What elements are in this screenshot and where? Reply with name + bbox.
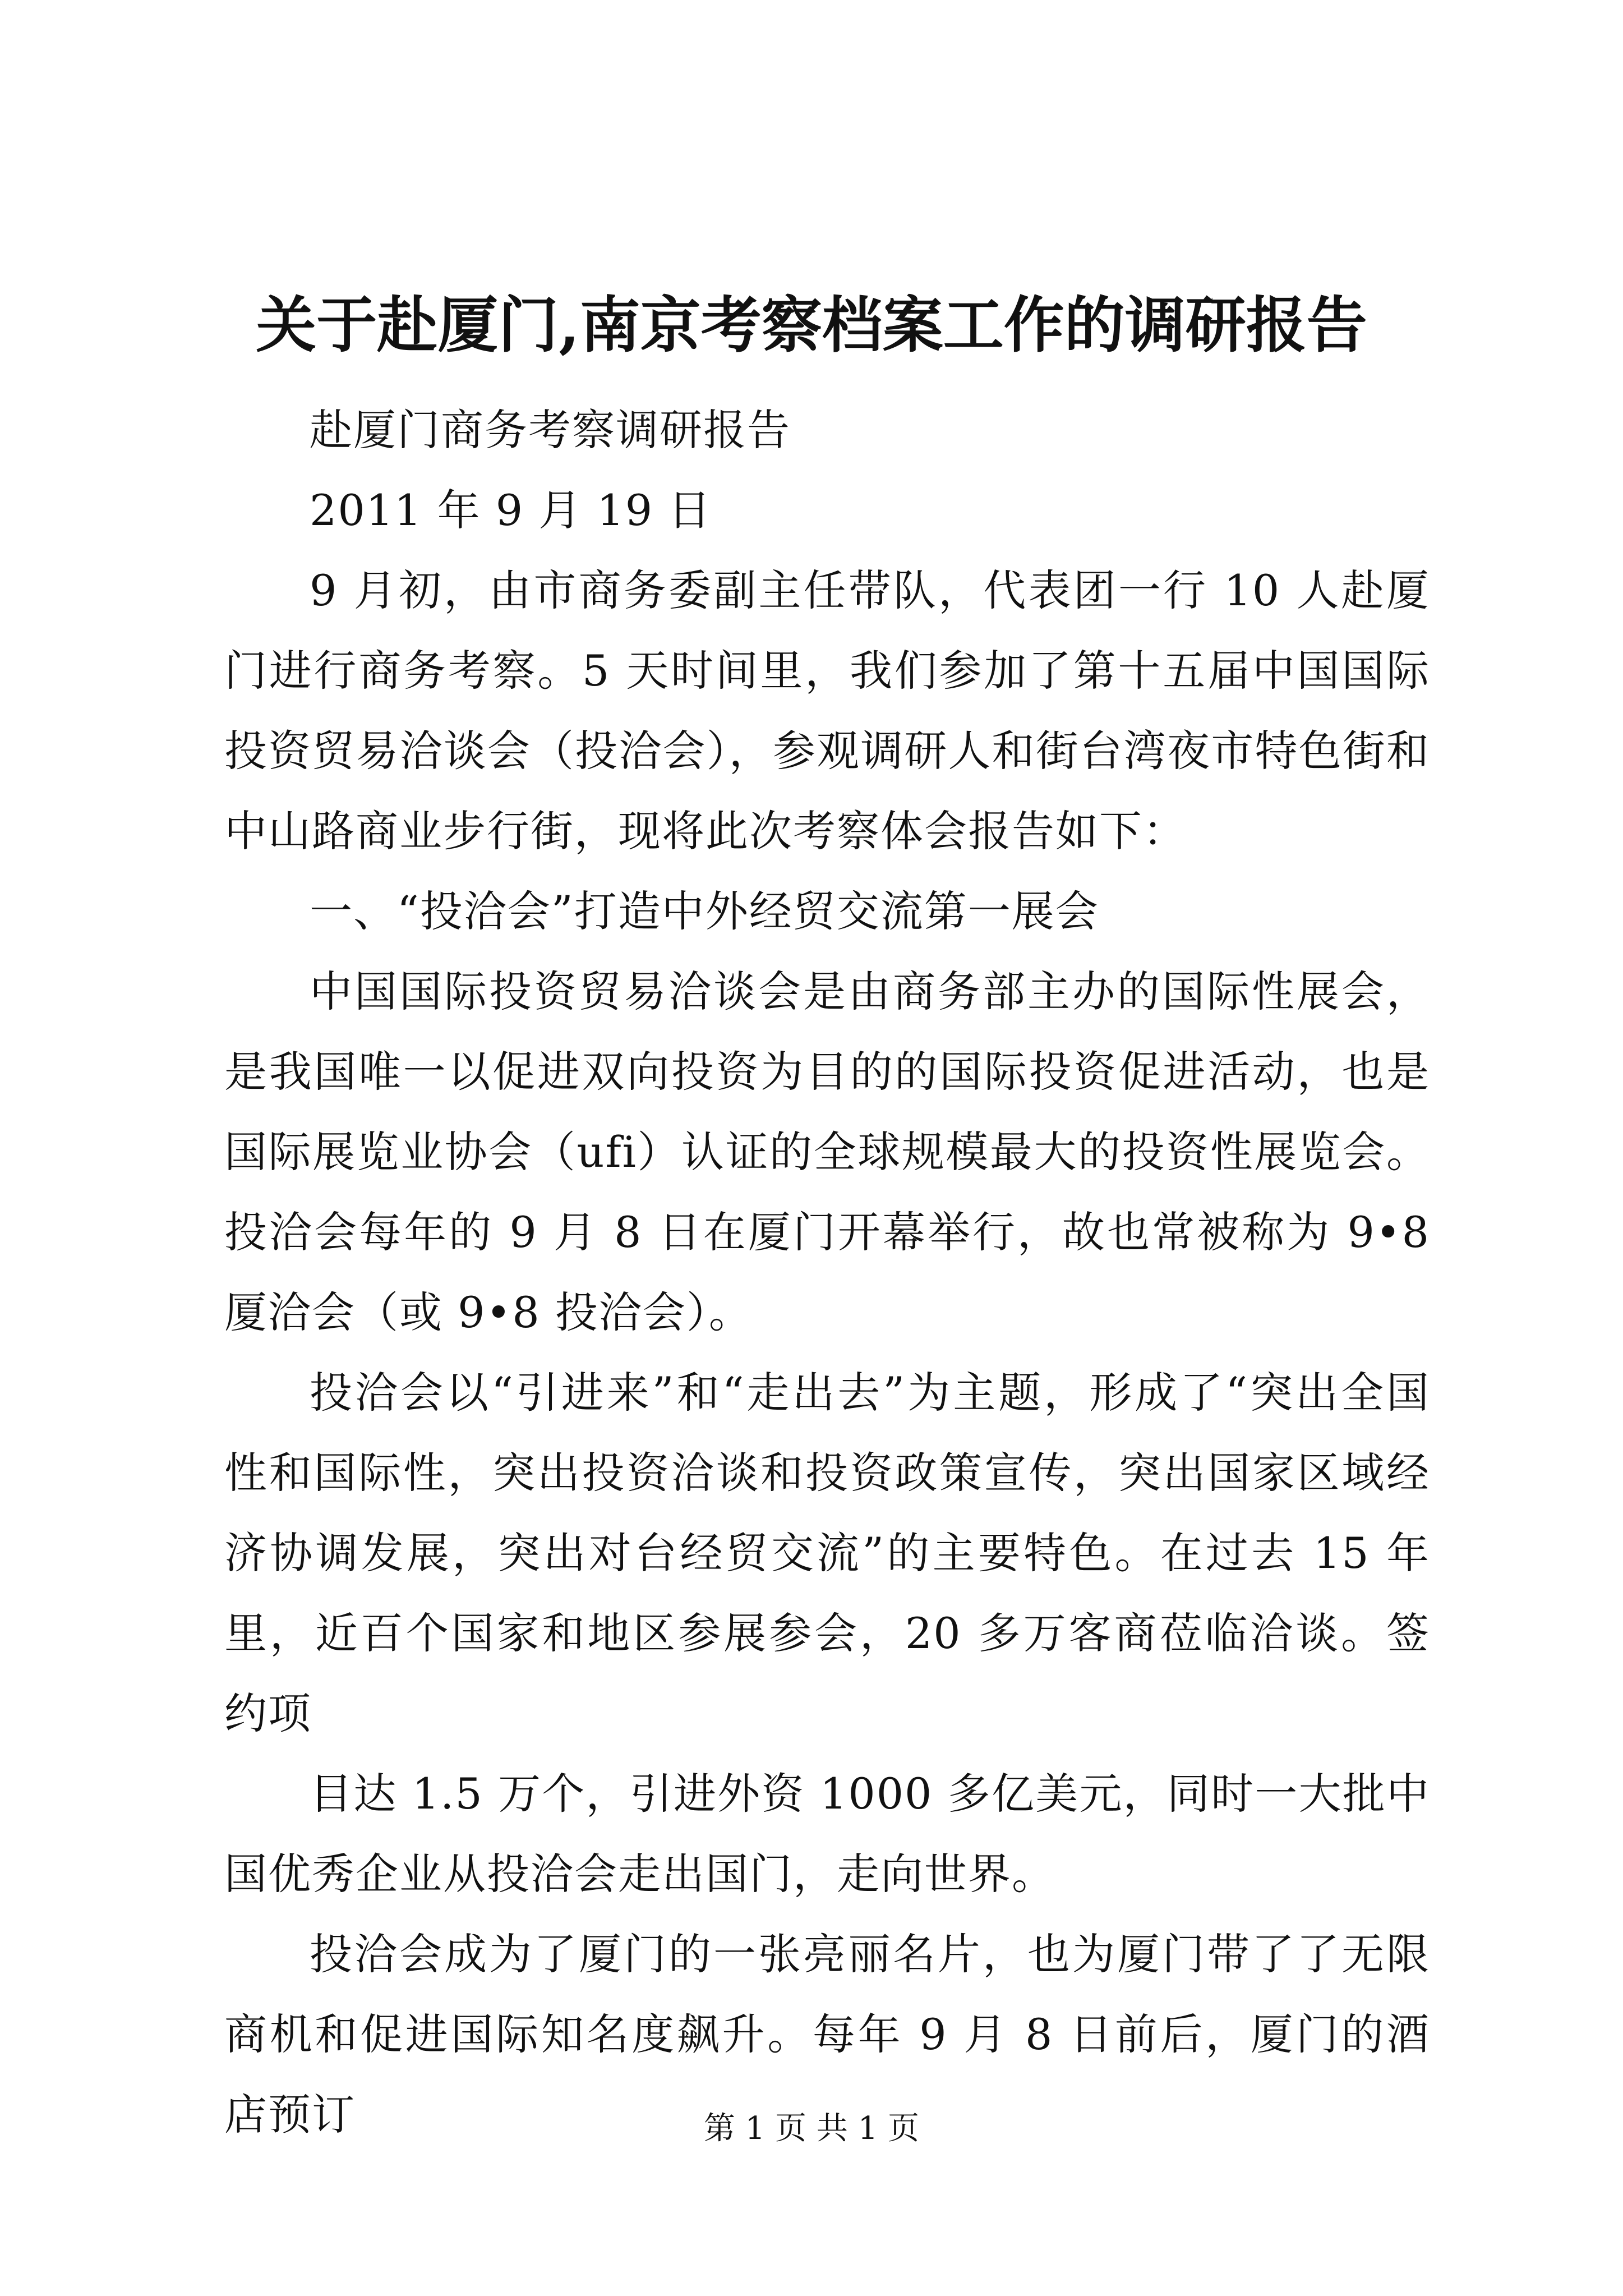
paragraph-date: 2011 年 9 月 19 日 xyxy=(310,485,712,535)
page-footer: 第 1 页 共 1 页 xyxy=(703,2110,920,2147)
document-title: 关于赴厦门,南京考察档案工作的调研报告 xyxy=(256,290,1367,361)
document-body xyxy=(224,390,1430,2155)
paragraph-intro: 9 月初，由市商务委副主任带队，代表团一行 10 人赴厦门进行商务考察。5 天时间里，我们参加了第十五届中国国际投资贸易洽谈会（投洽会），参观调研人和街台湾夜市特色街和中山路商业步行街，现将此次考察体会报告如下： xyxy=(224,565,1430,856)
paragraph-expo-description: 中国国际投资贸易洽谈会是由商务部主办的国际性展会，是我国唯一以促进双向投资为目的的国际投资促进活动，也是国际展览业协会（ufi）认证的全球规模最大的投资性展览会。投洽会每年的 9 月 8 日在厦门开幕举行，故也常被称为 9•8 厦洽会（或 9•8 投洽会）。 xyxy=(224,967,1430,1337)
paragraph-expo-theme: 投洽会以“引进来”和“走出去”为主题，形成了“突出全国性和国际性，突出投资洽谈和投资政策宣传，突出国家区域经济协调发展，突出对台经贸交流”的主要特色。在过去 15 年里，近百个国家和地区参展参会，20 多万客商莅临洽谈。签约项 xyxy=(224,1368,1430,1738)
paragraph-subtitle: 赴厦门商务考察调研报告 xyxy=(310,405,791,455)
paragraph-expo-results: 目达 1.5 万个，引进外资 1000 多亿美元，同时一大批中国优秀企业从投洽会走出国门，走向世界。 xyxy=(224,1769,1430,1899)
section-heading: 一、“投洽会”打造中外经贸交流第一展会 xyxy=(310,886,1099,936)
paragraph-expo-impact: 投洽会成为了厦门的一张亮丽名片，也为厦门带了了无限商机和促进国际知名度飙升。每年 9 月 8 日前后，厦门的酒店预订 xyxy=(224,1929,1430,2139)
